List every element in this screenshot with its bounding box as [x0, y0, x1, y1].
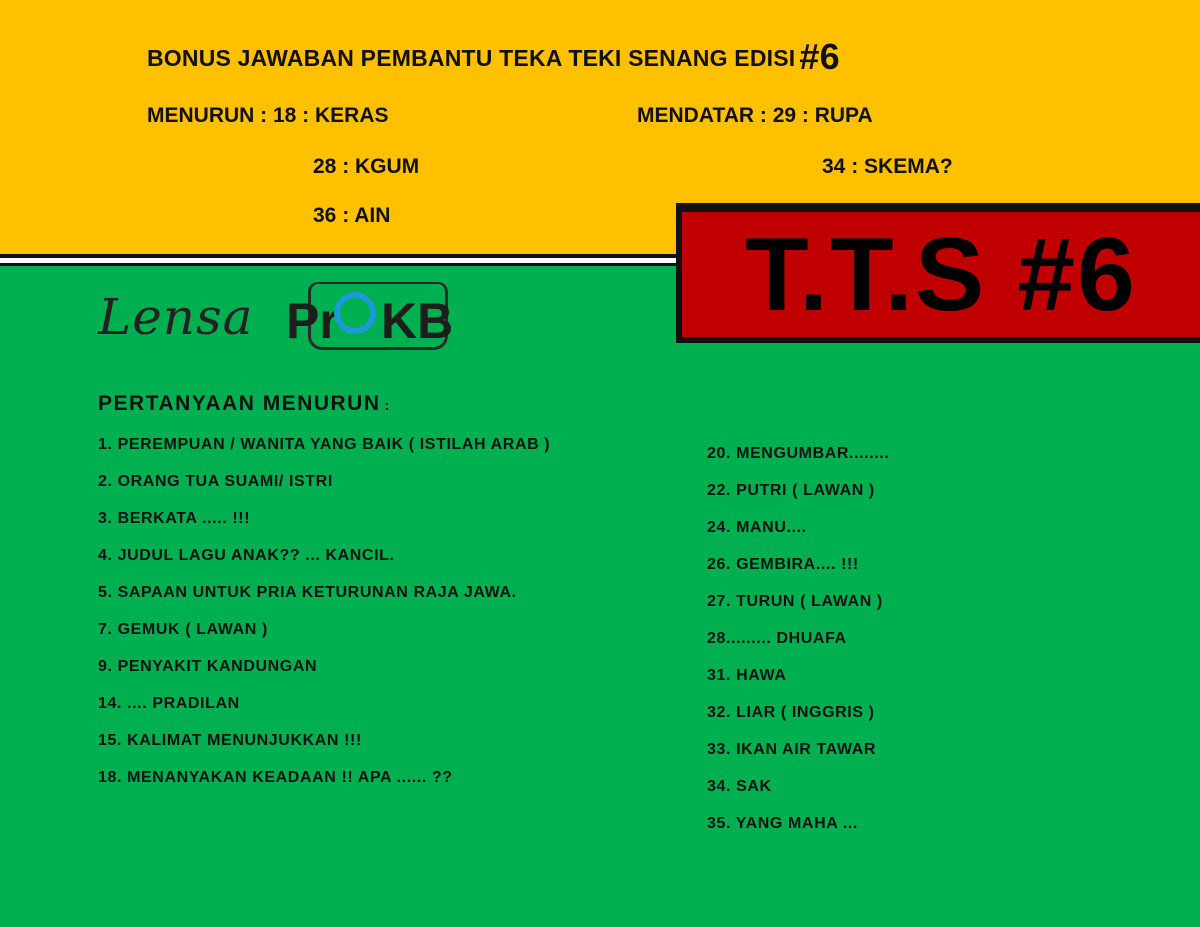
list-item: 28......... DHUAFA [707, 630, 847, 647]
list-item: 34. SAK [707, 778, 772, 795]
answer-menurun-18: MENURUN : 18 : KERAS [147, 104, 389, 127]
list-item: 24. MANU.... [707, 519, 807, 536]
tts-badge-text: T.T.S #6 [682, 212, 1200, 337]
bonus-title [147, 36, 840, 78]
questions-heading-text: PERTANYAAN MENURUN [98, 392, 381, 415]
answer-mendatar-29: MENDATAR : 29 : RUPA [637, 104, 873, 127]
questions-heading [98, 392, 391, 416]
list-item: 9. PENYAKIT KANDUNGAN [98, 658, 318, 675]
camera-lens-icon [334, 292, 376, 334]
tts-badge [676, 203, 1200, 343]
logo-kb-text: KB [381, 293, 454, 349]
list-item: 35. YANG MAHA ... [707, 815, 858, 832]
list-item: 18. MENANYAKAN KEADAAN !! APA ...... ?? [98, 769, 453, 786]
list-item: 20. MENGUMBAR........ [707, 445, 890, 462]
list-item: 7. GEMUK ( LAWAN ) [98, 621, 268, 638]
bonus-title-text: BONUS JAWABAN PEMBANTU TEKA TEKI SENANG EDISI [147, 45, 796, 71]
answer-mendatar-34: 34 : SKEMA? [822, 155, 953, 178]
list-item: 27. TURUN ( LAWAN ) [707, 593, 883, 610]
list-item: 2. ORANG TUA SUAMI/ ISTRI [98, 473, 333, 490]
list-item: 26. GEMBIRA.... !!! [707, 556, 859, 573]
list-item: 32. LIAR ( INGGRIS ) [707, 704, 875, 721]
list-item: 4. JUDUL LAGU ANAK?? ... KANCIL. [98, 547, 395, 564]
logo-lensa-text: Lensa [98, 288, 254, 346]
answer-menurun-36: 36 : AIN [313, 204, 391, 227]
answer-menurun-28: 28 : KGUM [313, 155, 420, 178]
list-item: 31. HAWA [707, 667, 787, 684]
list-item: 15. KALIMAT MENUNJUKKAN !!! [98, 732, 362, 749]
list-item: 14. .... PRADILAN [98, 695, 240, 712]
questions-heading-colon: : [384, 397, 391, 413]
logo-pr-text: Pr [286, 293, 339, 349]
list-item: 1. PEREMPUAN / WANITA YANG BAIK ( ISTILAH ARAB ) [98, 436, 551, 453]
lensa-prokb-logo [98, 278, 468, 358]
list-item: 3. BERKATA ..... !!! [98, 510, 251, 527]
list-item: 22. PUTRI ( LAWAN ) [707, 482, 875, 499]
list-item: 5. SAPAAN UNTUK PRIA KETURUNAN RAJA JAWA. [98, 584, 517, 601]
list-item: 33. IKAN AIR TAWAR [707, 741, 877, 758]
bonus-title-number: #6 [799, 36, 840, 77]
